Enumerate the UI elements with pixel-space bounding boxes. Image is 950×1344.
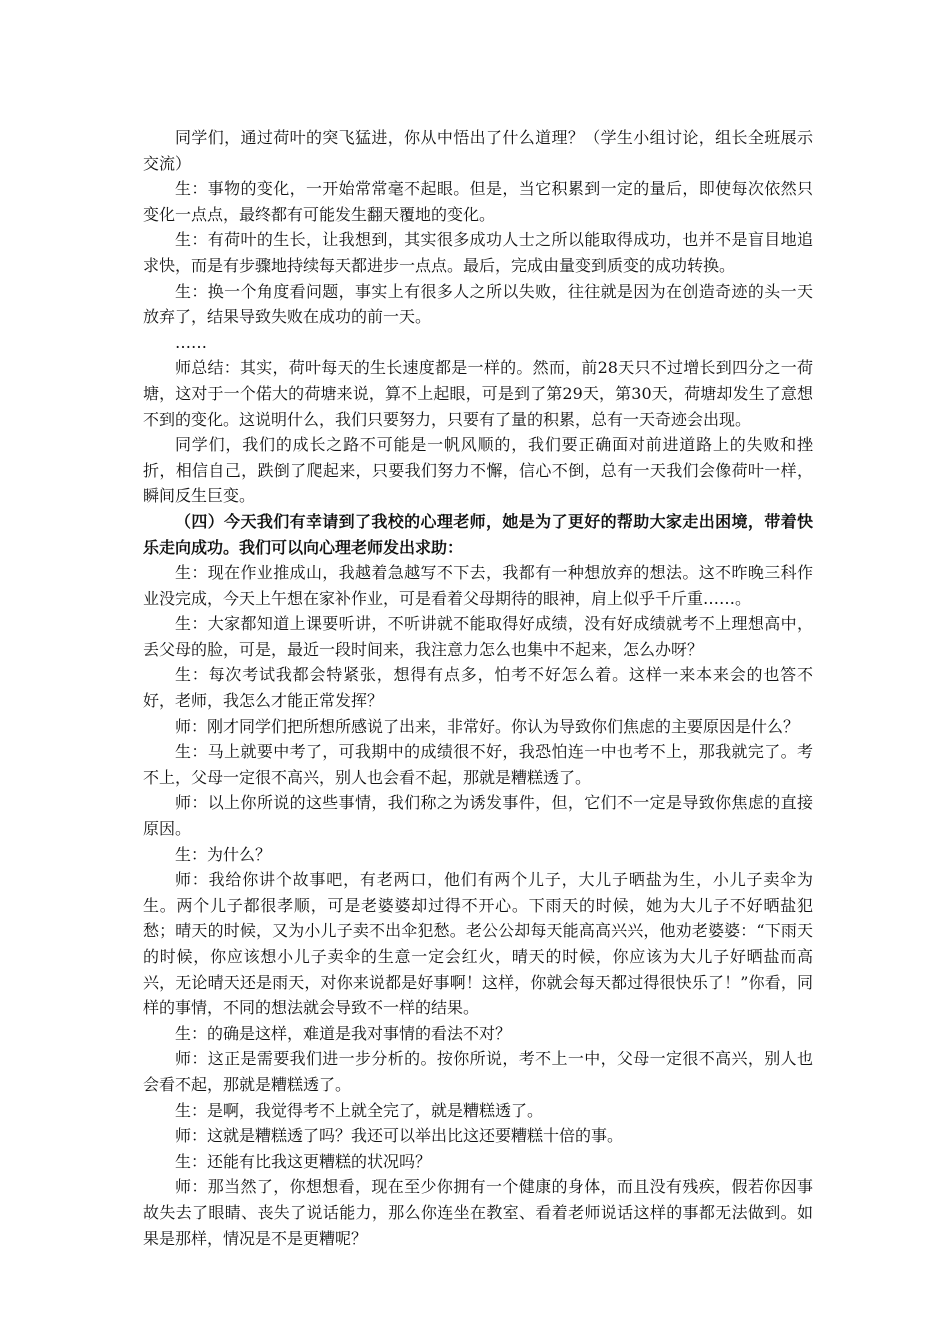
- section-heading: （四）今天我们有幸请到了我校的心理老师，她是为了更好的帮助大家走出困境，带着快乐走向成功。我们可以向心理老师发出求助：: [143, 511, 813, 557]
- paragraph-11: 生：每次考试我都会特紧张，想得有点多，怕考不好怎么着。这样一来本来会的也答不好，老师，我怎么才能正常发挥？: [143, 665, 813, 711]
- paragraph-14: 师：以上你所说的这些事情，我们称之为诱发事件，但，它们不一定是导致你焦虑的直接原因。: [143, 793, 813, 839]
- paragraph-18: 师：这正是需要我们进一步分析的。按你所说，考不上一中，父母一定很不高兴，别人也会看不起，那就是糟糕透了。: [143, 1049, 813, 1094]
- paragraph-16: 师：我给你讲个故事吧，有老两口，他们有两个儿子，大儿子晒盐为生，小儿子卖伞为生。两个儿子都很孝顺，可是老婆婆却过得不开心。下雨天的时候，她为大儿子不好晒盐犯愁；晴天的时候，又为小儿子卖不出伞犯愁。老公公却每天能高高兴兴，他劝老婆婆：“下雨天的时候，你应该想小儿子卖伞的生意一定会红火，晴天的时候，你应该为大儿子好晒盐而高兴，无论晴天还是雨天，对你来说都是好事啊！这样，你就会每天都过得很快乐了！”你看，同样的事情，不同的想法就会导致不一样的结果。: [143, 870, 813, 1018]
- ellipsis-line: ……: [175, 332, 207, 352]
- paragraph-13: 生：马上就要中考了，可我期中的成绩很不好，我恐怕连一中也考不上，那我就完了。考不上，父母一定很不高兴，别人也会看不起，那就是糟糕透了。: [143, 742, 813, 787]
- paragraph-22: 师：那当然了，你想想看，现在至少你拥有一个健康的身体，而且没有残疾，假若你因事故失去了眼睛、丧失了说话能力，那么你连坐在教室、看着老师说话这样的事都无法做到。如果是那样，情况是不是更糟呢？: [143, 1177, 813, 1248]
- paragraph-19: 生：是啊，我觉得考不上就全完了，就是糟糕透了。: [175, 1100, 544, 1120]
- paragraph-2: 生：事物的变化，一开始常常毫不起眼。但是，当它积累到一定的量后，即使每次依然只变化一点点，最终都有可能发生翻天覆地的变化。: [143, 179, 813, 224]
- paragraph-1: 同学们，通过荷叶的突飞猛进，你从中悟出了什么道理？（学生小组讨论，组长全班展示交流）: [143, 128, 813, 173]
- paragraph-7: 同学们，我们的成长之路不可能是一帆风顺的，我们要正确面对前进道路上的失败和挫折，相信自己，跌倒了爬起来，只要我们努力不懈，信心不倒，总有一天我们会像荷叶一样，瞬间反生巨变。: [143, 435, 813, 506]
- paragraph-6: 师总结：其实，荷叶每天的生长速度都是一样的。然而，前28天只不过增长到四分之一荷塘，这对于一个偌大的荷塘来说，算不上起眼，可是到了第29天，第30天，荷塘却发生了意想不到的变化。这说明什么，我们只要努力，只要有了量的积累，总有一天奇迹会出现。: [143, 358, 813, 429]
- paragraph-4: 生：换一个角度看问题，事实上有很多人之所以失败，往往就是因为在创造奇迹的头一天放弃了，结果导致失败在成功的前一天。: [143, 281, 813, 327]
- paragraph-12: 师：刚才同学们把所想所感说了出来，非常好。你认为导致你们焦虑的主要原因是什么？: [175, 716, 800, 736]
- paragraph-20: 师：这就是糟糕透了吗？我还可以举出比这还要糟糕十倍的事。: [175, 1126, 624, 1146]
- paragraph-17: 生：的确是这样，难道是我对事情的看法不对？: [175, 1023, 512, 1043]
- paragraph-21: 生：还能有比我这更糟糕的状况吗？: [175, 1151, 432, 1171]
- paragraph-3: 生：有荷叶的生长，让我想到，其实很多成功人士之所以能取得成功，也并不是盲目地追求快，而是有步骤地持续每天都进步一点点。最后，完成由量变到质变的成功转换。: [143, 230, 813, 275]
- paragraph-15: 生：为什么？: [175, 844, 272, 864]
- document-page: [143, 125, 813, 1251]
- paragraph-9: 生：现在作业推成山，我越着急越写不下去，我都有一种想放弃的想法。这不昨晚三科作业没完成，今天上午想在家补作业，可是看着父母期待的眼神，肩上似乎千斤重……。: [143, 563, 813, 608]
- paragraph-10: 生：大家都知道上课要听讲，不听讲就不能取得好成绩，没有好成绩就考不上理想高中，丢父母的脸，可是，最近一段时间来，我注意力怎么也集中不起来，怎么办呀？: [143, 614, 813, 659]
